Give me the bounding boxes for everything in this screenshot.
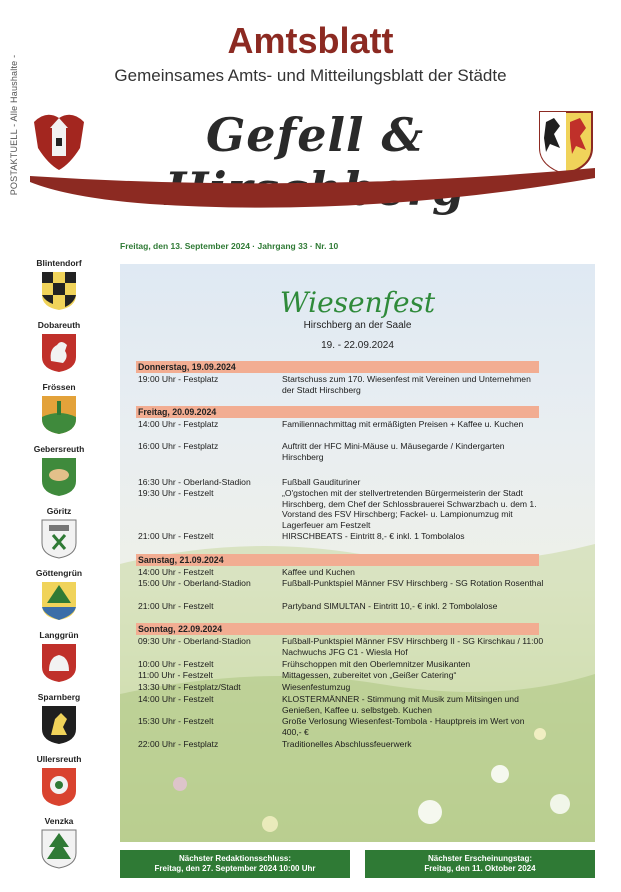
poster-dates: 19. - 22.09.2024 [321,340,394,351]
dobareuth-crest-icon [41,333,77,373]
deadline-value: Freitag, den 27. September 2024 10:00 Uhr [154,864,316,873]
goeritz-crest-icon [41,519,77,559]
day-heading: Donnerstag, 19.09.2024 [136,361,539,373]
day-heading: Sonntag, 22.09.2024 [136,623,539,635]
event-description: „O'gstochen mit der stellvertretenden Bürgermeisterin der Stadt Hirschberg, dem Chef der Schlossbrauerei Schwarzbach u. dem 1. Vorstand des FSV Hirschberg; Fackel- u. Lampionumzug mit Lagerfeuer am Festzelt [282,488,537,530]
ullersreuth-crest-icon [41,767,77,807]
event-time: 11:00 Uhr - Festzelt [138,670,213,680]
event-time: 16:00 Uhr - Festplatz [138,441,219,451]
event-description: Traditionelles Abschlussfeuerwerk [282,739,412,749]
event-description: Wiesenfestumzug [282,682,351,692]
venzka-crest-icon [41,829,77,869]
gebersreuth-crest-icon [41,457,77,497]
event-time: 19:30 Uhr - Festzelt [138,488,214,498]
village-sparnberg [28,692,90,745]
poster-title: Wiesenfest [279,286,436,319]
village-name: Sparnberg [37,692,81,702]
poster-place: Hirschberg an der Saale [303,320,412,331]
next-issue-label: Nächster Erscheinungstag: [427,854,533,863]
event-description: Startschuss zum 170. Wiesenfest mit Vereinen und Unternehmen der Stadt Hirschberg [282,374,531,395]
blintendorf-crest-icon [41,271,77,311]
event-time: 14:00 Uhr - Festzelt [138,567,214,577]
village-froessen [28,382,90,435]
postal-note-text: POSTAKTUELL - Alle Haushalte - [9,54,19,196]
deadline-box [120,850,350,878]
day-heading: Samstag, 21.09.2024 [136,554,539,566]
event-description: Kaffee und Kuchen [282,567,355,577]
village-ullersreuth [28,754,90,807]
village-goettengruen [28,568,90,621]
event-time: 14:00 Uhr - Festzelt [138,694,214,704]
village-gebersreuth [28,444,90,497]
village-name: Langgrün [39,630,79,640]
sparnberg-crest-icon [41,705,77,745]
gefell-crest-icon [30,108,88,172]
village-name: Blintendorf [36,258,82,268]
event-time: 19:00 Uhr - Festplatz [138,374,219,384]
masthead-name: Gefell & [205,108,425,162]
next-issue-value: Freitag, den 11. Oktober 2024 [424,864,536,873]
event-description: Fußball-Punktspiel Männer FSV Hirschberg - SG Rotation Rosenthal [282,578,544,588]
village-name: Venzka [44,816,74,826]
event-description: Auftritt der HFC Mini-Mäuse u. Mäusegarde / Kindergarten Hirschberg [282,441,505,462]
event-description: Familiennachmittag mit ermäßigten Preisen + Kaffee u. Kuchen [282,419,524,429]
village-venzka [28,816,90,869]
froessen-crest-icon [41,395,77,435]
village-name: Ullersreuth [36,754,82,764]
event-time: 09:30 Uhr - Oberland-Stadion [138,636,251,646]
village-name: Dobareuth [37,320,81,330]
event-description: Große Verlosung Wiesenfest-Tombola - Hauptpreis im Wert von 400,- € [282,716,525,737]
day-heading: Freitag, 20.09.2024 [136,406,539,418]
masthead-swoosh [30,168,595,218]
masthead-title: Amtsblatt [227,20,394,61]
village-langgruen [28,630,90,683]
deadline-label: Nächster Redaktionsschluss: [178,854,292,863]
village-name: Göttengrün [35,568,83,578]
event-description: KLOSTERMÄNNER - Stimmung mit Musik zum Mitsingen und Genießen, Kaffee u. selbstgeb. Kuchen [282,694,519,715]
wiesenfest-poster [120,264,595,842]
event-time: 15:00 Uhr - Oberland-Stadion [138,578,251,588]
event-time: 10:00 Uhr - Festzelt [138,659,214,669]
langgruen-crest-icon [41,643,77,683]
event-time: 21:00 Uhr - Festzelt [138,531,214,541]
event-time: 22:00 Uhr - Festplatz [138,739,219,749]
event-time: 15:30 Uhr - Festzelt [138,716,214,726]
village-blintendorf [28,258,90,311]
event-time: 16:30 Uhr - Oberland-Stadion [138,477,251,487]
village-goeritz [28,506,90,559]
next-issue-box [365,850,595,878]
event-time: 21:00 Uhr - Festzelt [138,601,214,611]
event-description: Partyband SIMULTAN - Eintritt 10,- € inkl. 2 Tombolalose [282,601,498,611]
village-dobareuth [28,320,90,373]
event-description: HIRSCHBEATS - Eintritt 8,- € inkl. 1 Tombolalos [282,531,465,541]
village-name: Gebersreuth [33,444,85,454]
goettengruen-crest-icon [41,581,77,621]
event-description: Fußball Gaudituriner [282,477,361,487]
masthead-subtitle: Gemeinsames Amts- und Mitteilungsblatt der Städte [114,66,507,85]
issue-line: Freitag, den 13. September 2024 · Jahrgang 33 · Nr. 10 [120,241,339,251]
event-description: Mittagessen, zubereitet von „Geißer Catering“ [282,670,457,680]
event-description: Fußball-Punktspiel Männer FSV Hirschberg II - SG Kirschkau / 11:00 Nachwuchs JFG C1 - Wiesla Hof [282,636,544,657]
hirschberg-crest-icon [536,108,596,176]
event-time: 14:00 Uhr - Festplatz [138,419,219,429]
village-name: Göritz [46,506,72,516]
event-time: 13:30 Uhr - Festplatz/Stadt [138,682,241,692]
event-description: Frühschoppen mit den Oberlemnitzer Musikanten [282,659,471,669]
village-name: Frössen [42,382,76,392]
